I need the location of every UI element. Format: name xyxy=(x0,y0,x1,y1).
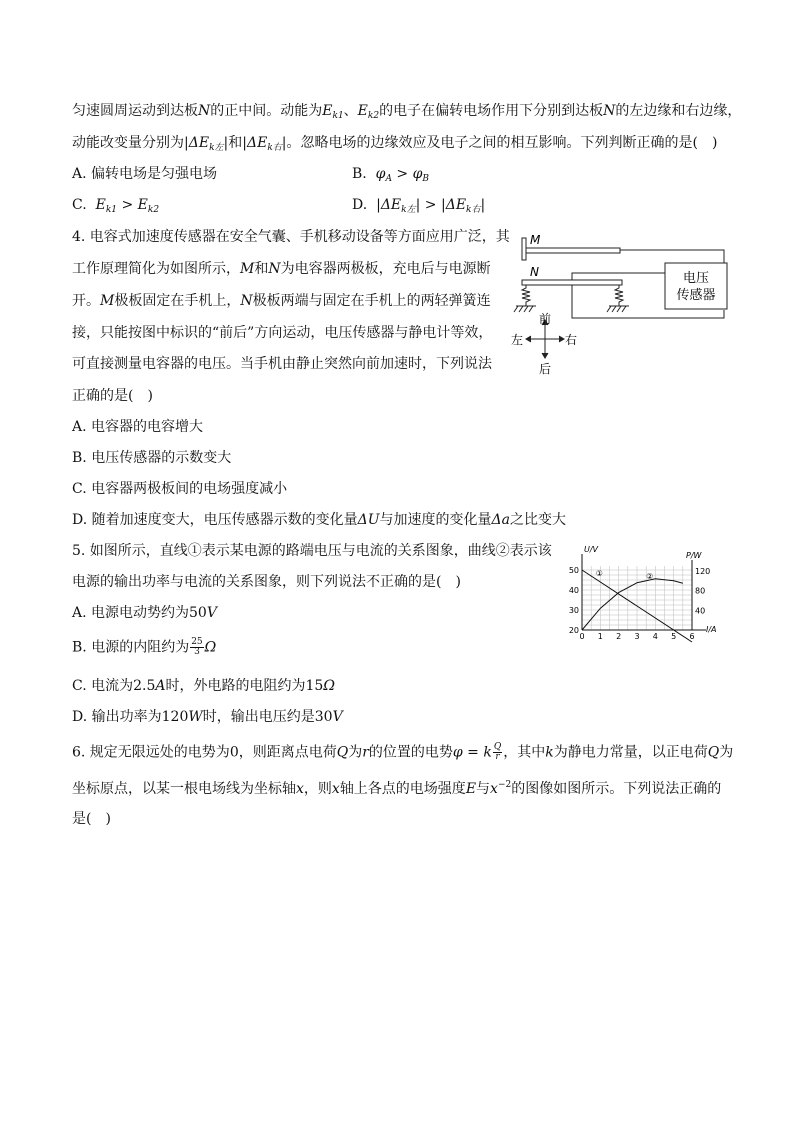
y-left-tick-label: 40 xyxy=(568,586,579,595)
plate-n-label: N xyxy=(530,265,539,279)
q4-line5: 可直接测量电容器的电压。当手机由静止突然向前加速时，下列说法 xyxy=(72,356,492,372)
dir-back-label: 后 xyxy=(539,362,552,376)
capacitor-sensor-figure xyxy=(508,228,734,378)
q3-line2: 动能改变量分别为$|\Delta E_{k左}|$和$|\Delta E_{k右}|$。忽略电场的边缘效应及电子之间的相互影响。下列判断正确的是( ) xyxy=(72,135,718,153)
q4-option-c: C. 电容器两极板间的电场强度减小 xyxy=(72,481,288,497)
x-tick-label: 2 xyxy=(616,632,622,641)
q3-option-b: B. $\varphi_A > \varphi_B$ xyxy=(352,166,430,184)
x-tick-label: 6 xyxy=(689,632,695,641)
q5-option-a: A. 电源电动势约为50V xyxy=(72,605,217,621)
q4-line1: 4. 电容式加速度传感器在安全气囊、手机移动设备等方面应用广泛，其 xyxy=(72,229,510,245)
q6-line1: 6. 规定无限远处的电势为0，则距离点电荷Q为r的位置的电势φ = k $\frac{Q}{r}$ ，其中k为静电力常量，以正电荷Q为 xyxy=(72,742,734,762)
q3-option-d: D. $|\Delta E_{k左}| > |\Delta E_{k右}|$ xyxy=(352,197,486,215)
q6-line2: 坐标原点，以某一根电场线为坐标轴x，则x轴上各点的电场强度E与$x^{-2}$的图像如图所示。下列说法正确的 xyxy=(72,780,722,797)
dir-left-label: 左 xyxy=(511,333,524,347)
x-tick-label: 3 xyxy=(634,632,640,641)
series-2-label: ② xyxy=(646,572,654,581)
q5-option-c: C. 电流为2.5A时，外电路的电阻约为15Ω xyxy=(72,678,335,694)
x-tick-label: 0 xyxy=(579,632,585,641)
y-left-tick-label: 30 xyxy=(568,606,579,615)
x-tick-label: 1 xyxy=(597,632,603,641)
q4-option-d: D. 随着加速度变大，电压传感器示数的变化量ΔU与加速度的变化量Δa之比变大 xyxy=(72,512,567,528)
sensor-label-1: 电压 xyxy=(682,271,710,286)
series-1-label: ① xyxy=(595,569,603,578)
q5-line1: 5. 如图所示，直线①表示某电源的路端电压与电流的关系图象，曲线②表示该 xyxy=(72,543,552,559)
y-right-tick-label: 80 xyxy=(695,586,706,596)
y-left-axis-label: U/V xyxy=(584,545,599,554)
u-p-vs-i-chart xyxy=(560,540,730,645)
y-right-tick-label: 120 xyxy=(695,566,711,576)
y-right-axis-label: P/W xyxy=(686,551,702,560)
plate-m-label: M xyxy=(530,233,541,247)
x-tick-label: 5 xyxy=(671,632,677,641)
dir-right-label: 右 xyxy=(565,333,578,347)
q4-line6: 正确的是( ) xyxy=(72,388,153,404)
q4-line4: 接，只能按图中标识的“前后”方向运动，电压传感器与静电计等效， xyxy=(72,325,493,341)
q3-option-c: C. $E_{k1} > E_{k2}$ xyxy=(72,197,160,215)
q5-option-d: D. 输出功率为120W时，输出电压约是30V xyxy=(72,709,343,725)
x-axis-label: I/A xyxy=(706,625,717,634)
q4-option-a: A. 电容器的电容增大 xyxy=(72,419,204,435)
q5-line2: 电源的输出功率与电流的关系图象，则下列说法不正确的是( ) xyxy=(72,574,461,590)
q4-line2: 工作原理简化为如图所示，M和N为电容器两极板，充电后与电源断 xyxy=(72,261,491,277)
q5-option-b: B. 电源的内阻约为 $\frac{25}{3}$ Ω xyxy=(72,637,217,657)
q3-line1: 匀速圆周运动到达板N的正中间。动能为$E_{k1}$、$E_{k2}$的电子在偏转电场作用下分别到达板N的左边缘和右边缘， xyxy=(72,103,742,121)
q4-line3: 开。M极板固定在手机上，N极板两端与固定在手机上的两轻弹簧连 xyxy=(72,293,491,309)
q6-line3: 是( ) xyxy=(72,811,111,827)
x-tick-label: 4 xyxy=(652,632,658,641)
sensor-label-2: 传感器 xyxy=(676,288,716,303)
dir-front-label: 前 xyxy=(539,312,552,326)
y-left-tick-label: 50 xyxy=(568,566,579,575)
series-2-curve xyxy=(582,579,683,630)
y-right-tick-label: 40 xyxy=(695,606,706,616)
q3-option-a: A. 偏转电场是匀强电场 xyxy=(72,166,218,182)
y-left-tick-label: 20 xyxy=(568,626,579,635)
q4-option-b: B. 电压传感器的示数变大 xyxy=(72,450,232,466)
